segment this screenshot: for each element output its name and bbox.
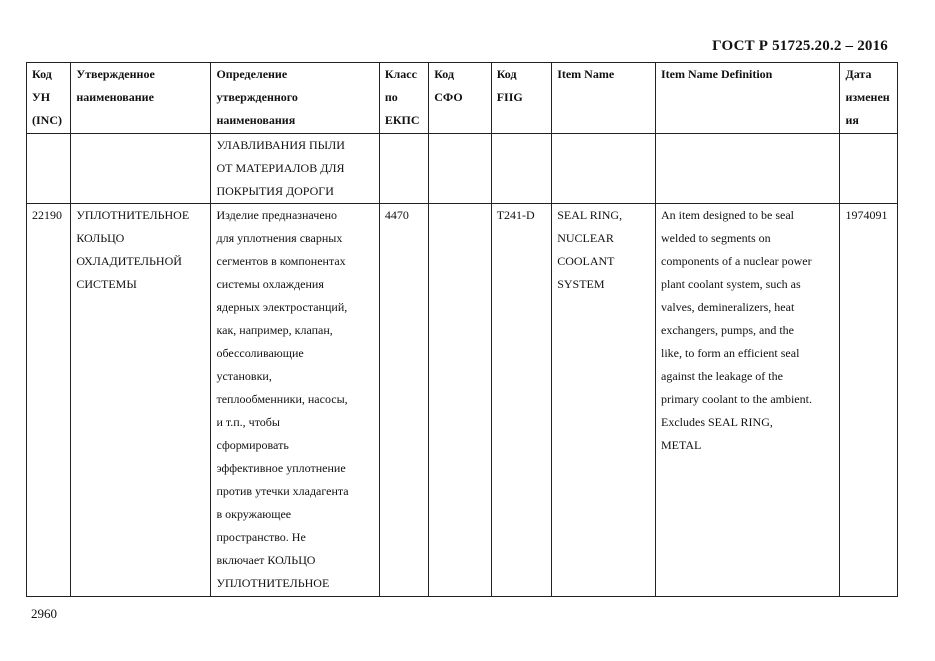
cell-item-name-definition: An item designed to be seal welded to segments on components of a nuclear power plant coolant system, such as valves, demineralizers, heat exchangers, pumps, and the like, to form an efficient seal against the leakage of the primary coolant to the ambient. Excludes SEAL RING, METAL [656, 204, 840, 597]
cell-class-ekps: 4470 [379, 204, 428, 597]
table-header-row [27, 63, 898, 134]
header-item-name: Item Name [552, 63, 656, 134]
cell-class-ekps [379, 134, 428, 204]
page-number: 2960 [31, 606, 57, 621]
cell-approved-name [71, 134, 211, 204]
header-code-un: Код УН (INC) [27, 63, 71, 134]
header-approved-name: Утвержденное наименование [71, 63, 211, 134]
nomenclature-table [26, 62, 898, 597]
cell-date-changed: 1974091 [840, 204, 898, 597]
table-row-22190 [27, 204, 898, 597]
cell-code-sfo [429, 134, 492, 204]
header-item-name-definition: Item Name Definition [656, 63, 840, 134]
cell-item-name [552, 134, 656, 204]
cell-code-fiig: T241-D [491, 204, 551, 597]
header-date-changed: Дата изменен ия [840, 63, 898, 134]
table-row-continuation [27, 134, 898, 204]
standard-title: ГОСТ Р 51725.20.2 – 2016 [712, 38, 888, 54]
cell-code-un: 22190 [27, 204, 71, 597]
header-code-fiig: Код FIIG [491, 63, 551, 134]
cell-approved-name: УПЛОТНИТЕЛЬНОЕ КОЛЬЦО ОХЛАДИТЕЛЬНОЙ СИСТЕМЫ [71, 204, 211, 597]
cell-code-un [27, 134, 71, 204]
cell-definition: Изделие предназначено для уплотнения сварных сегментов в компонентах системы охлаждения ядерных электростанций, как, например, клапан, обессоливающие установки, теплообменники, насосы, и т.п., чтобы сформировать эффективное уплотнение против утечки хладагента в окружающее пространство. Не включает КОЛЬЦО УПЛОТНИТЕЛЬНОЕ [211, 204, 379, 597]
header-definition: Определение утвержденного наименования [211, 63, 379, 134]
cell-date-changed [840, 134, 898, 204]
header-code-sfo: Код СФО [429, 63, 492, 134]
cell-code-sfo [429, 204, 492, 597]
cell-code-fiig [491, 134, 551, 204]
cell-definition: УЛАВЛИВАНИЯ ПЫЛИ ОТ МАТЕРИАЛОВ ДЛЯ ПОКРЫТИЯ ДОРОГИ [211, 134, 379, 204]
cell-item-name: SEAL RING, NUCLEAR COOLANT SYSTEM [552, 204, 656, 597]
cell-item-name-definition [656, 134, 840, 204]
header-class-ekps: Класс по ЕКПС [379, 63, 428, 134]
